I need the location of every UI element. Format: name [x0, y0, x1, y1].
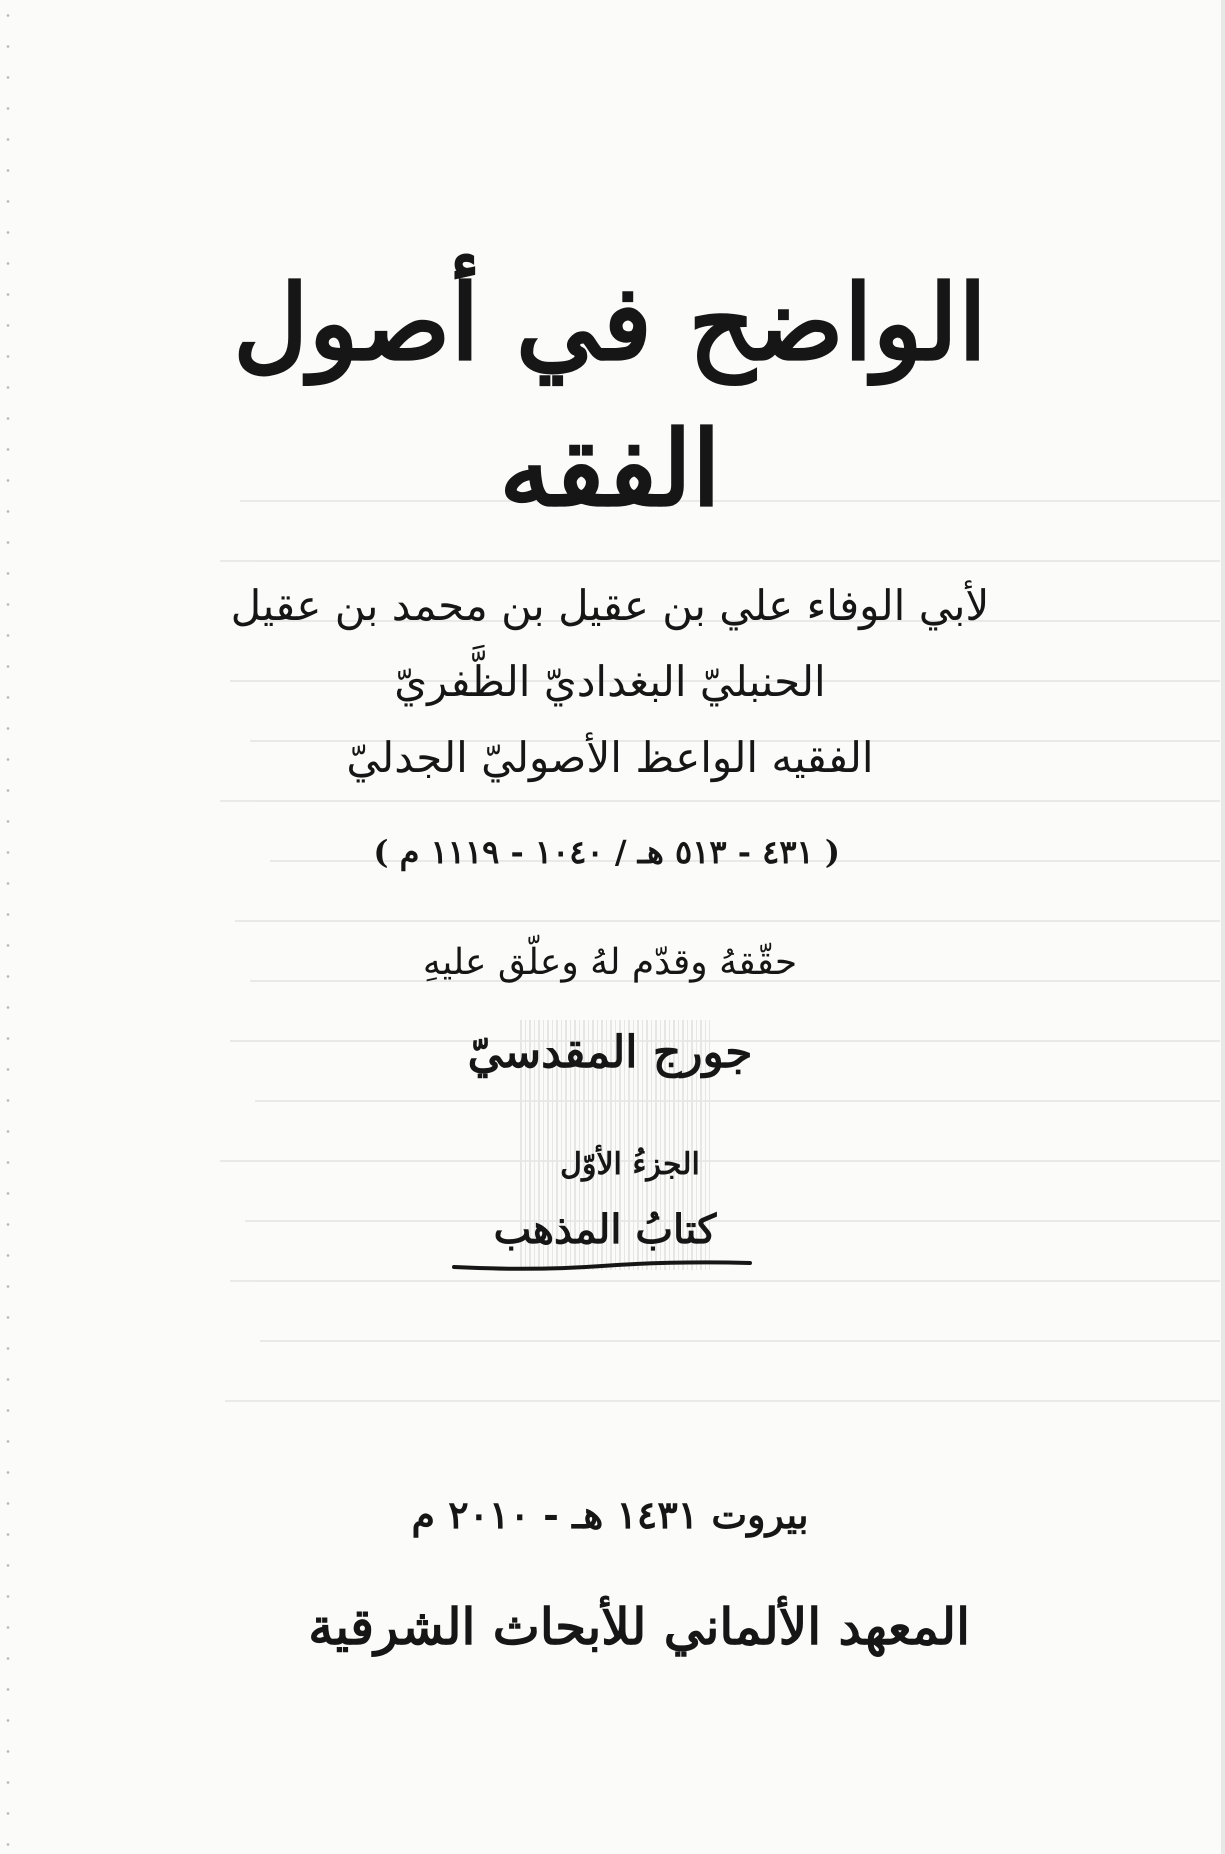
publication-place-date: بيروت ١٤٣١ هـ - ٢٠١٠ م	[411, 1492, 809, 1537]
author-block	[200, 568, 1020, 796]
author-description: الفقيه الواعظ الأصوليّ الجدليّ	[346, 733, 874, 782]
publisher-name: المعهد الألماني للأبحاث الشرقية	[308, 1597, 970, 1656]
book-title: الواضح في أصول الفقه	[233, 261, 987, 530]
editor-name: جورج المقدسيّ	[467, 1027, 753, 1078]
author-name: لأبي الوفاء علي بن عقيل بن محمد بن عقيل	[230, 581, 990, 630]
volume-label: الجزءُ الأوّل	[560, 1147, 700, 1182]
author-nisba: الحنبليّ البغداديّ الظَّفريّ	[394, 657, 826, 706]
book-section-name: كتابُ المذهب	[493, 1206, 717, 1253]
author-dates: ( ٤٣١ - ٥١٣ هـ / ١٠٤٠ - ١١١٩ م )	[373, 833, 840, 871]
decorative-underline	[452, 1257, 752, 1273]
editor-intro: حقّقهُ وقدّم لهُ وعلّق عليهِ	[422, 942, 798, 983]
